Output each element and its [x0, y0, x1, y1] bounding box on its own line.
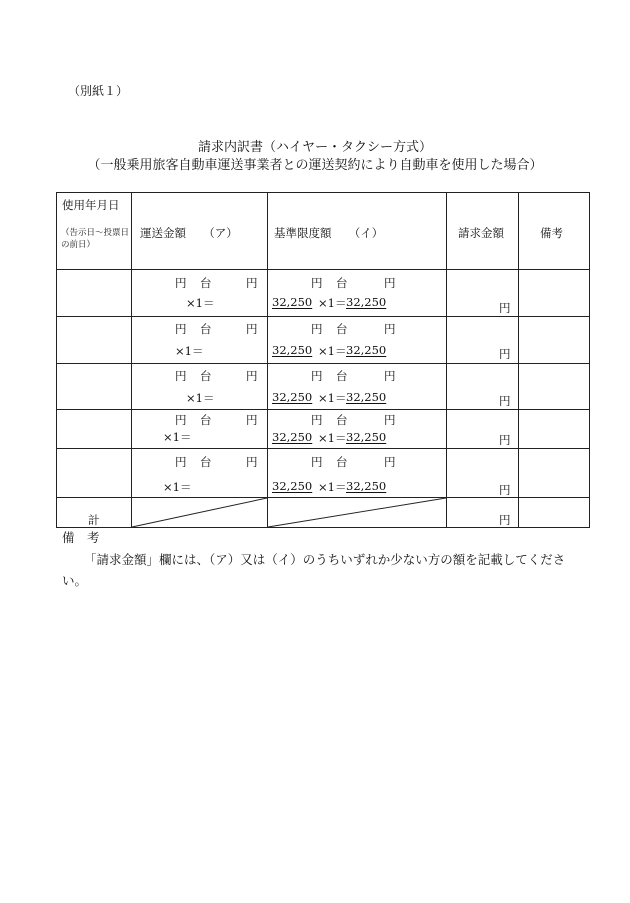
column-divider: [518, 192, 519, 528]
header-claim: 請求金額: [458, 226, 504, 240]
row-divider: [56, 316, 590, 317]
header-date: 使用年月日: [62, 198, 120, 212]
limit-multiplier: ×1＝: [318, 480, 347, 494]
fare-multiplier: ×1＝: [186, 391, 215, 405]
claim-yen-label: 円: [499, 394, 511, 408]
limit-unit-price: 32,250: [272, 479, 313, 493]
limit-total-yen-label: 円: [384, 413, 396, 427]
row-divider: [56, 363, 590, 364]
limit-units-label: 台: [336, 369, 348, 383]
claim-yen-label: 円: [499, 347, 511, 361]
fare-yen-label: 円: [175, 276, 187, 290]
limit-yen-label: 円: [311, 322, 323, 336]
claim-yen-label: 円: [499, 433, 511, 447]
fare-yen-label: 円: [175, 369, 187, 383]
limit-yen-label: 円: [311, 455, 323, 469]
fare-multiplier: ×1＝: [175, 344, 204, 358]
limit-multiplier: ×1＝: [318, 344, 347, 358]
fare-total-yen-label: 円: [246, 455, 258, 469]
limit-unit-price: 32,250: [272, 390, 313, 404]
document-subtitle: （一般乗用旅客自動車運送事業者との運送契約により自動車を使用した場合）: [87, 158, 543, 173]
fare-yen-label: 円: [175, 455, 187, 469]
fare-total-yen-label: 円: [246, 322, 258, 336]
limit-unit-price: 32,250: [272, 430, 313, 444]
limit-units-label: 台: [336, 455, 348, 469]
fare-total-yen-label: 円: [246, 276, 258, 290]
header-fare: 運送金額 （ア）: [140, 226, 238, 240]
attachment-label: （別紙１）: [68, 84, 129, 98]
fare-yen-label: 円: [175, 413, 187, 427]
fare-units-label: 台: [200, 413, 212, 427]
claim-yen-label: 円: [499, 301, 511, 315]
limit-units-label: 台: [336, 413, 348, 427]
fare-total-yen-label: 円: [246, 369, 258, 383]
limit-unit-price: 32,250: [272, 295, 313, 309]
row-divider: [56, 269, 590, 270]
notes-heading: 備 考: [62, 530, 100, 545]
column-divider: [131, 192, 132, 528]
limit-unit-price: 32,250: [272, 343, 313, 357]
fare-multiplier: ×1＝: [163, 480, 192, 494]
fare-total-yen-label: 円: [246, 413, 258, 427]
limit-total: 32,250: [346, 390, 387, 404]
total-claim-yen-label: 円: [499, 513, 511, 527]
fare-units-label: 台: [200, 369, 212, 383]
claim-yen-label: 円: [499, 483, 511, 497]
limit-units-label: 台: [336, 276, 348, 290]
document-title: 請求内訳書（ハイヤー・タクシー方式）: [197, 140, 432, 155]
header-limit: 基準限度額 （イ）: [274, 226, 384, 240]
fare-multiplier: ×1＝: [186, 296, 215, 310]
fare-units-label: 台: [200, 322, 212, 336]
fare-multiplier: ×1＝: [163, 430, 192, 444]
fare-units-label: 台: [200, 276, 212, 290]
total-fare-diagonal: [131, 497, 268, 528]
limit-total-yen-label: 円: [384, 369, 396, 383]
limit-total: 32,250: [346, 295, 387, 309]
fare-units-label: 台: [200, 455, 212, 469]
limit-total-yen-label: 円: [384, 322, 396, 336]
limit-yen-label: 円: [311, 276, 323, 290]
limit-yen-label: 円: [311, 413, 323, 427]
row-divider: [56, 409, 590, 410]
total-limit-diagonal: [267, 497, 447, 528]
header-remarks: 備考: [540, 226, 563, 240]
column-divider: [267, 192, 268, 528]
column-divider: [446, 192, 447, 528]
limit-multiplier: ×1＝: [318, 391, 347, 405]
limit-multiplier: ×1＝: [318, 431, 347, 445]
header-date-note: （告示日～投票日の前日）: [61, 228, 130, 250]
limit-total: 32,250: [346, 343, 387, 357]
limit-total: 32,250: [346, 479, 387, 493]
total-label: 計: [88, 513, 100, 527]
limit-yen-label: 円: [311, 369, 323, 383]
limit-multiplier: ×1＝: [318, 296, 347, 310]
limit-total: 32,250: [346, 430, 387, 444]
limit-total-yen-label: 円: [384, 455, 396, 469]
fare-yen-label: 円: [175, 322, 187, 336]
notes-body: 「請求金額」欄には、（ア）又は（イ）のうちいずれか少ない方の額を記載してください。: [62, 552, 566, 588]
limit-units-label: 台: [336, 322, 348, 336]
row-divider: [56, 448, 590, 449]
limit-total-yen-label: 円: [384, 276, 396, 290]
